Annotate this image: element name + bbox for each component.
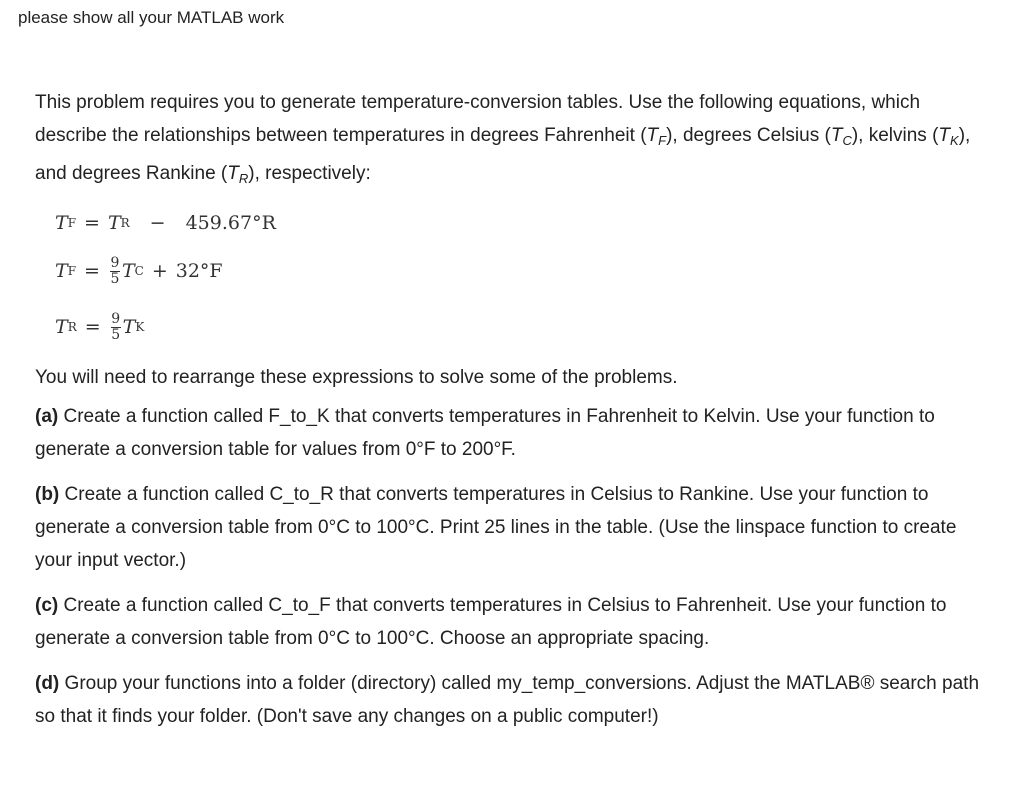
- part-d: [35, 667, 995, 733]
- part-b: [35, 478, 995, 577]
- part-d-text: Group your functions into a folder (directory) called my_temp_conversions. Adjust the MATLAB® search path so that it finds your folder. (Don't save any changes on a public computer!): [35, 673, 980, 727]
- intro-tf-sub: F: [658, 133, 667, 148]
- intro-tk: T: [938, 125, 951, 146]
- intro-tr-sub: R: [238, 171, 249, 186]
- eq2-numerator: 9: [110, 254, 120, 271]
- problem-body: [35, 86, 995, 733]
- request-line: please show all your MATLAB work: [18, 8, 285, 27]
- part-a: [35, 400, 995, 466]
- eq2-fraction: [110, 256, 120, 287]
- equation-r-from-k: [55, 299, 995, 355]
- part-c: [35, 589, 995, 655]
- eq1-rhs-sub: R: [120, 216, 130, 230]
- rearrange-note: You will need to rearrange these expressions to solve some of the problems.: [35, 367, 678, 388]
- problem-intro: [35, 86, 995, 195]
- intro-text: This problem requires you to generate temperature-conversion tables. Use the following equations, which describe the relationships between temperatures in degrees Fahrenheit (: [35, 92, 921, 146]
- eq3-fraction: [111, 312, 121, 343]
- eq3-numerator: 9: [111, 310, 121, 327]
- part-b-text: Create a function called C_to_R that converts temperatures in Celsius to Rankine. Use your function to generate a conversion table from 0°C to 100°C. Print 25 lines in the table. (Use the linspace function to create your input vector.): [35, 484, 957, 571]
- eq3-equals: =: [84, 316, 101, 338]
- part-b-label: (b): [35, 484, 60, 505]
- intro-end: ), respectively:: [248, 163, 371, 184]
- eq1-minus: −: [149, 212, 166, 234]
- part-a-label: (a): [35, 406, 59, 427]
- intro-tf: T: [646, 125, 659, 146]
- eq3-rhs: T: [122, 316, 136, 338]
- eq2-lhs: T: [55, 260, 68, 282]
- intro-mid3: ), and degrees Rankine (: [35, 125, 971, 184]
- eq2-lhs-sub: F: [67, 264, 77, 278]
- intro-tc: T: [830, 125, 843, 146]
- eq3-lhs-sub: R: [67, 320, 77, 334]
- eq1-lhs-sub: F: [67, 216, 77, 230]
- eq2-equals: =: [84, 260, 100, 282]
- part-a-text: Create a function called F_to_K that converts temperatures in Fahrenheit to Kelvin. Use your function to generate a conversion table for values from 0°F to 200°F.: [35, 406, 935, 460]
- eq1-const: 459.67°R: [185, 212, 276, 234]
- eq1-lhs: T: [55, 212, 68, 234]
- eq3-rhs-sub: K: [135, 320, 145, 334]
- part-c-label: (c): [35, 595, 59, 616]
- eq3-denominator: 5: [111, 326, 121, 343]
- eq3-lhs: T: [55, 316, 68, 338]
- intro-tk-sub: K: [950, 133, 959, 148]
- part-d-label: (d): [35, 673, 60, 694]
- part-c-text: Create a function called C_to_F that converts temperatures in Celsius to Fahrenheit. Use your function to generate a conversion table from 0°C to 100°C. Choose an appropriate spacing.: [35, 595, 947, 649]
- eq2-const: 32°F: [175, 260, 223, 282]
- equation-f-from-c: [55, 243, 995, 299]
- eq2-plus: +: [151, 260, 168, 282]
- intro-mid1: ), degrees Celsius (: [666, 125, 831, 146]
- eq1-rhs: T: [107, 212, 121, 234]
- eq2-denominator: 5: [110, 270, 120, 287]
- equation-f-from-r: [55, 203, 995, 243]
- intro-mid2: ), kelvins (: [851, 125, 939, 146]
- intro-tr: T: [227, 163, 239, 184]
- eq2-rhs: T: [121, 260, 135, 282]
- intro-tc-sub: C: [842, 133, 852, 148]
- eq2-rhs-sub: C: [134, 264, 144, 278]
- eq1-equals: =: [84, 212, 100, 234]
